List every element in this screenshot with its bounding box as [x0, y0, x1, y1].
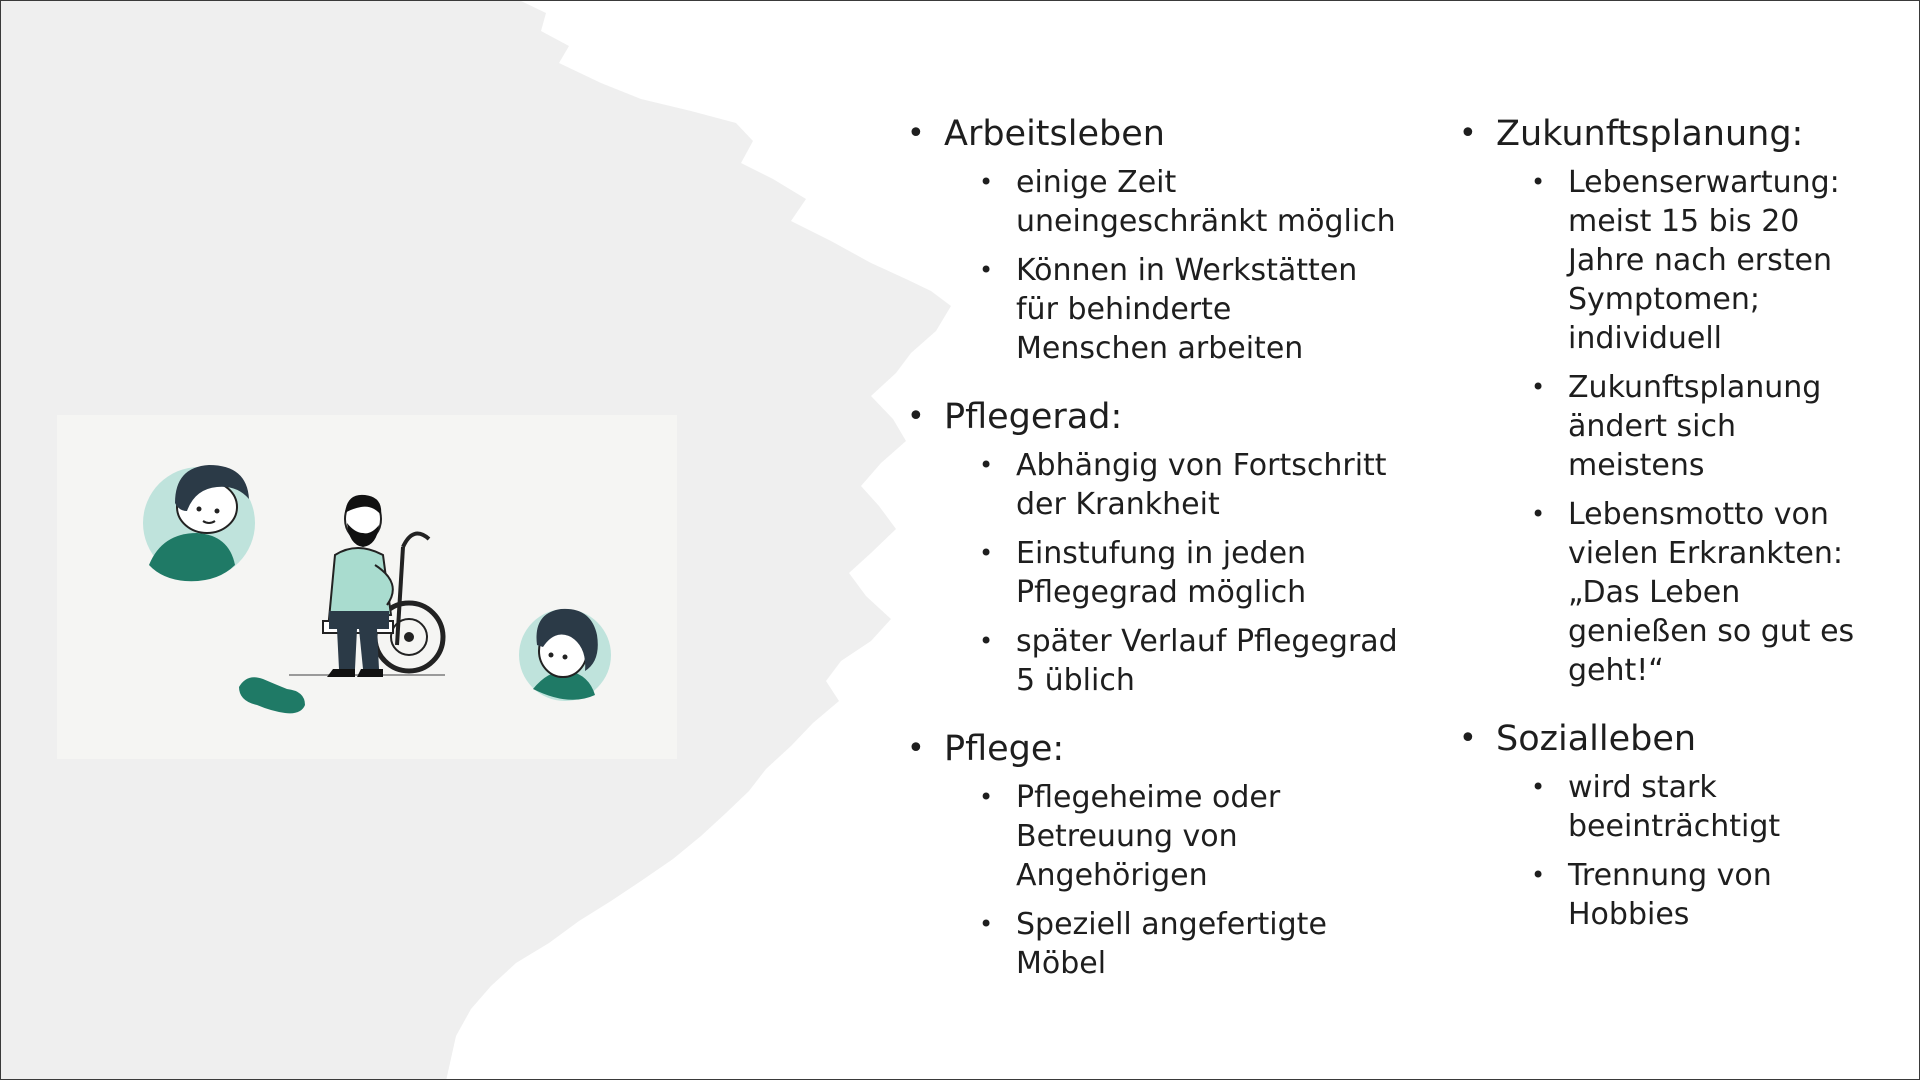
- bullet-text-line: Betreuung von: [1016, 819, 1238, 854]
- left-section: [907, 726, 1427, 983]
- teal-blob-shape: [239, 677, 305, 713]
- bullet-text-line: der Krankheit: [1016, 487, 1220, 522]
- right-section: [1459, 111, 1899, 690]
- sub-bullet-list: [907, 446, 1427, 700]
- bullet-text-line: geht!“: [1568, 653, 1664, 688]
- wheelchair-caregivers-illustration: [57, 415, 677, 759]
- sub-bullet-item: [1016, 163, 1427, 241]
- left-section: [907, 111, 1427, 368]
- sub-bullet-item: [1016, 251, 1427, 368]
- bullet-text-line: • Zukunftsplanung: [1568, 370, 1822, 405]
- bullet-text-line: vielen Erkrankten:: [1568, 536, 1843, 571]
- bullet-text-line: Symptomen;: [1568, 282, 1760, 317]
- right-bullet-list: [1459, 111, 1899, 934]
- section-title: • Pflegerad:: [907, 394, 1427, 440]
- bullet-text-line: Möbel: [1016, 946, 1107, 981]
- sub-bullet-item: [1016, 905, 1427, 983]
- bullet-text-line: beeinträchtigt: [1568, 809, 1781, 844]
- bullet-text-line: • Einstufung in jeden: [1016, 536, 1307, 571]
- bullet-text-line: • später Verlauf Pflegegrad: [1016, 624, 1398, 659]
- bullet-text-line: genießen so gut es: [1568, 614, 1855, 649]
- sub-bullet-item: [1568, 495, 1899, 690]
- bullet-text-line: • einige Zeit: [1016, 165, 1177, 200]
- man-in-wheelchair-icon: [289, 495, 445, 677]
- right-section: [1459, 716, 1899, 934]
- sub-bullet-list: [907, 163, 1427, 368]
- sub-bullet-item: [1016, 534, 1427, 612]
- section-title: • Zukunftsplanung:: [1459, 111, 1899, 157]
- bullet-text-line: Jahre nach ersten: [1568, 243, 1833, 278]
- left-column: [907, 111, 1427, 1009]
- bullet-text-line: • Pflegeheime oder: [1016, 780, 1281, 815]
- sub-bullet-list: [1459, 768, 1899, 934]
- sub-bullet-item: [1016, 622, 1427, 700]
- right-column: [1459, 111, 1899, 960]
- bullet-text-line: 5 üblich: [1016, 663, 1135, 698]
- bullet-text-line: • Trennung von: [1568, 858, 1772, 893]
- bullet-text-line: individuell: [1568, 321, 1722, 356]
- bullet-text-line: Angehörigen: [1016, 858, 1208, 893]
- sub-bullet-item: [1568, 856, 1899, 934]
- section-title: • Sozialleben: [1459, 716, 1899, 762]
- illustration-card: [57, 415, 677, 759]
- section-title: • Arbeitsleben: [907, 111, 1427, 157]
- bullet-text-line: „Das Leben: [1568, 575, 1741, 610]
- sub-bullet-list: [907, 778, 1427, 983]
- bullet-text-line: • Können in Werkstätten: [1016, 253, 1358, 288]
- bullet-text-line: meistens: [1568, 448, 1705, 483]
- sub-bullet-list: [1459, 163, 1899, 690]
- bullet-text-line: • Lebenserwartung:: [1568, 165, 1840, 200]
- bullet-text-line: • Abhängig von Fortschritt: [1016, 448, 1387, 483]
- bullet-text-line: • wird stark: [1568, 770, 1717, 805]
- bullet-text-line: uneingeschränkt möglich: [1016, 204, 1396, 239]
- sub-bullet-item: [1568, 768, 1899, 846]
- bullet-text-line: • Lebensmotto von: [1568, 497, 1829, 532]
- woman-avatar-icon: [143, 465, 255, 581]
- bullet-text-line: ändert sich: [1568, 409, 1737, 444]
- bullet-text-line: für behinderte: [1016, 292, 1232, 327]
- bullet-text-line: Pflegegrad möglich: [1016, 575, 1307, 610]
- sub-bullet-item: [1016, 778, 1427, 895]
- bullet-text-line: meist 15 bis 20: [1568, 204, 1800, 239]
- sub-bullet-item: [1568, 368, 1899, 485]
- bullet-text-line: Hobbies: [1568, 897, 1690, 932]
- sub-bullet-item: [1568, 163, 1899, 358]
- bullet-text-line: Menschen arbeiten: [1016, 331, 1304, 366]
- child-avatar-icon: [519, 609, 611, 701]
- sub-bullet-item: [1016, 446, 1427, 524]
- section-title: • Pflege:: [907, 726, 1427, 772]
- left-section: [907, 394, 1427, 700]
- left-bullet-list: [907, 111, 1427, 983]
- bullet-text-line: • Speziell angefertigte: [1016, 907, 1327, 942]
